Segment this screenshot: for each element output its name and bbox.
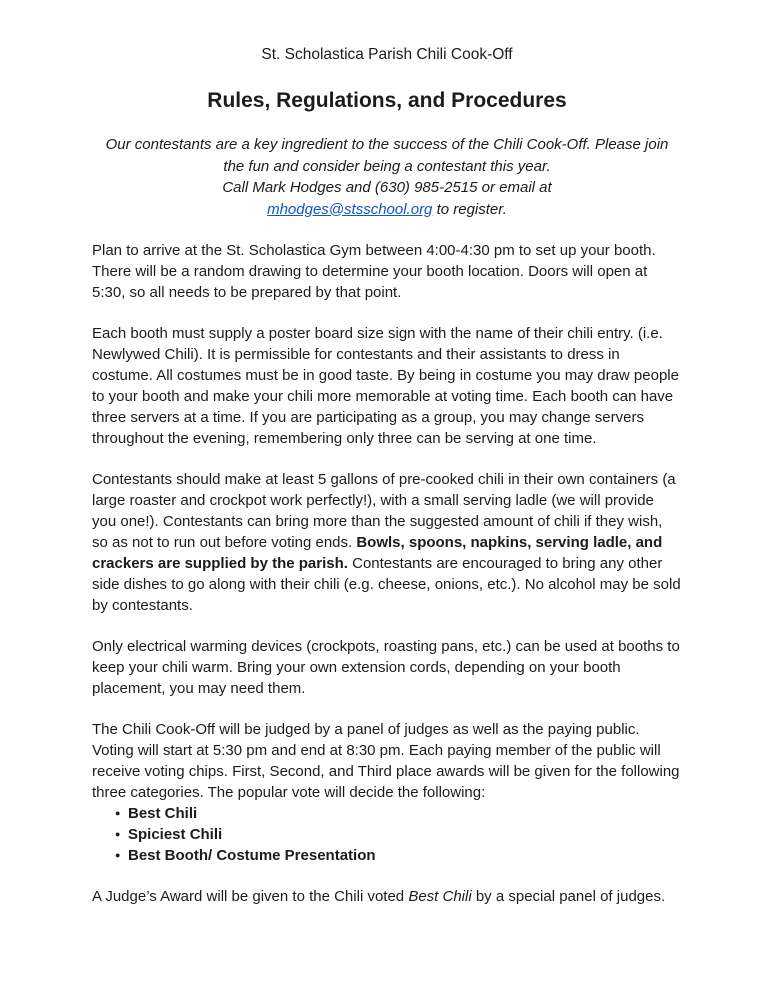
text-segment: Plan to arrive at the St. Scholastica Gym between 4:00-4:30 pm to set up your booth. There will be a random drawing to determine your booth location. Doors will open at 5:30, so all needs to be prepared by that point. xyxy=(92,242,656,301)
text-segment: by a special panel of judges. xyxy=(471,888,666,905)
body-paragraphs xyxy=(92,240,682,907)
text-segment: Contestants are encouraged to bring any other side dishes to go along with their chili (e.g. cheese, onions, etc.). No alcohol may be sold by contestants. xyxy=(92,555,681,614)
paragraph xyxy=(92,469,682,616)
doc-heading: Rules, Regulations, and Procedures xyxy=(207,89,567,112)
award-category-item: ● Spiciest Chili xyxy=(92,824,682,845)
intro-line xyxy=(92,199,682,221)
award-categories-list xyxy=(92,803,682,866)
text-segment: A Judge’s Award will be given to the Chili voted xyxy=(92,888,409,905)
text-segment: Best Chili xyxy=(408,888,472,905)
paragraph xyxy=(92,323,682,449)
text-segment: The Chili Cook-Off will be judged by a panel of judges as well as the paying public. Voting will start at 5:30 pm and end at 8:30 pm. Each paying member of the public will receive voting chips. First, Second, and Third place awards will be given for the following three categories. The popular vote will decide the following: xyxy=(92,721,680,801)
paragraph xyxy=(92,719,682,803)
email-link[interactable]: mhodges@stsschool.org xyxy=(267,200,433,218)
paragraph xyxy=(92,240,682,303)
text-segment: Our contestants are a key ingredient to the success of the Chili Cook-Off. Please join xyxy=(105,136,669,153)
intro-line xyxy=(92,177,682,199)
paragraph xyxy=(92,636,682,699)
text-segment: Contestants should make at least 5 gallons of pre-cooked chili in their own containers (a large roaster and crockpot work perfectly!), with a small serving ladle (we will provide you one!). Contestants can bring more than the suggested amount of chili if they wish, so as not to run out before voting ends. xyxy=(92,471,676,551)
paragraph xyxy=(92,886,682,907)
award-category-item: ● Best Booth/ Costume Presentation xyxy=(92,845,682,866)
text-segment: Call Mark Hodges and (630) 985-2515 or email at xyxy=(222,179,552,196)
text-segment: Each booth must supply a poster board size sign with the name of their chili entry. (i.e. Newlywed Chili). It is permissible for contestants and their assistants to dress in costume. All costumes must be in good taste. By being in costume you may draw people to your booth and make your chili more memorable at voting time. Each booth can have three servers at a time. If you are participating as a group, you may change servers throughout the evening, remembering only three can be serving at one time. xyxy=(92,325,679,447)
intro-line xyxy=(92,134,682,156)
text-segment: Only electrical warming devices (crockpots, roasting pans, etc.) can be used at booths to keep your chili warm. Bring your own extension cords, depending on your booth placement, you may need them. xyxy=(92,638,680,697)
intro-block xyxy=(92,134,682,220)
text-segment: the fun and consider being a contestant this year. xyxy=(223,157,551,175)
award-category-item: ● Best Chili xyxy=(92,803,682,824)
text-segment: Bowls, spoons, napkins, serving ladle, and crackers are supplied by the parish. xyxy=(92,534,663,572)
intro-line xyxy=(92,156,682,178)
doc-title: St. Scholastica Parish Chili Cook-Off xyxy=(261,46,513,63)
text-segment: to register. xyxy=(432,200,507,218)
